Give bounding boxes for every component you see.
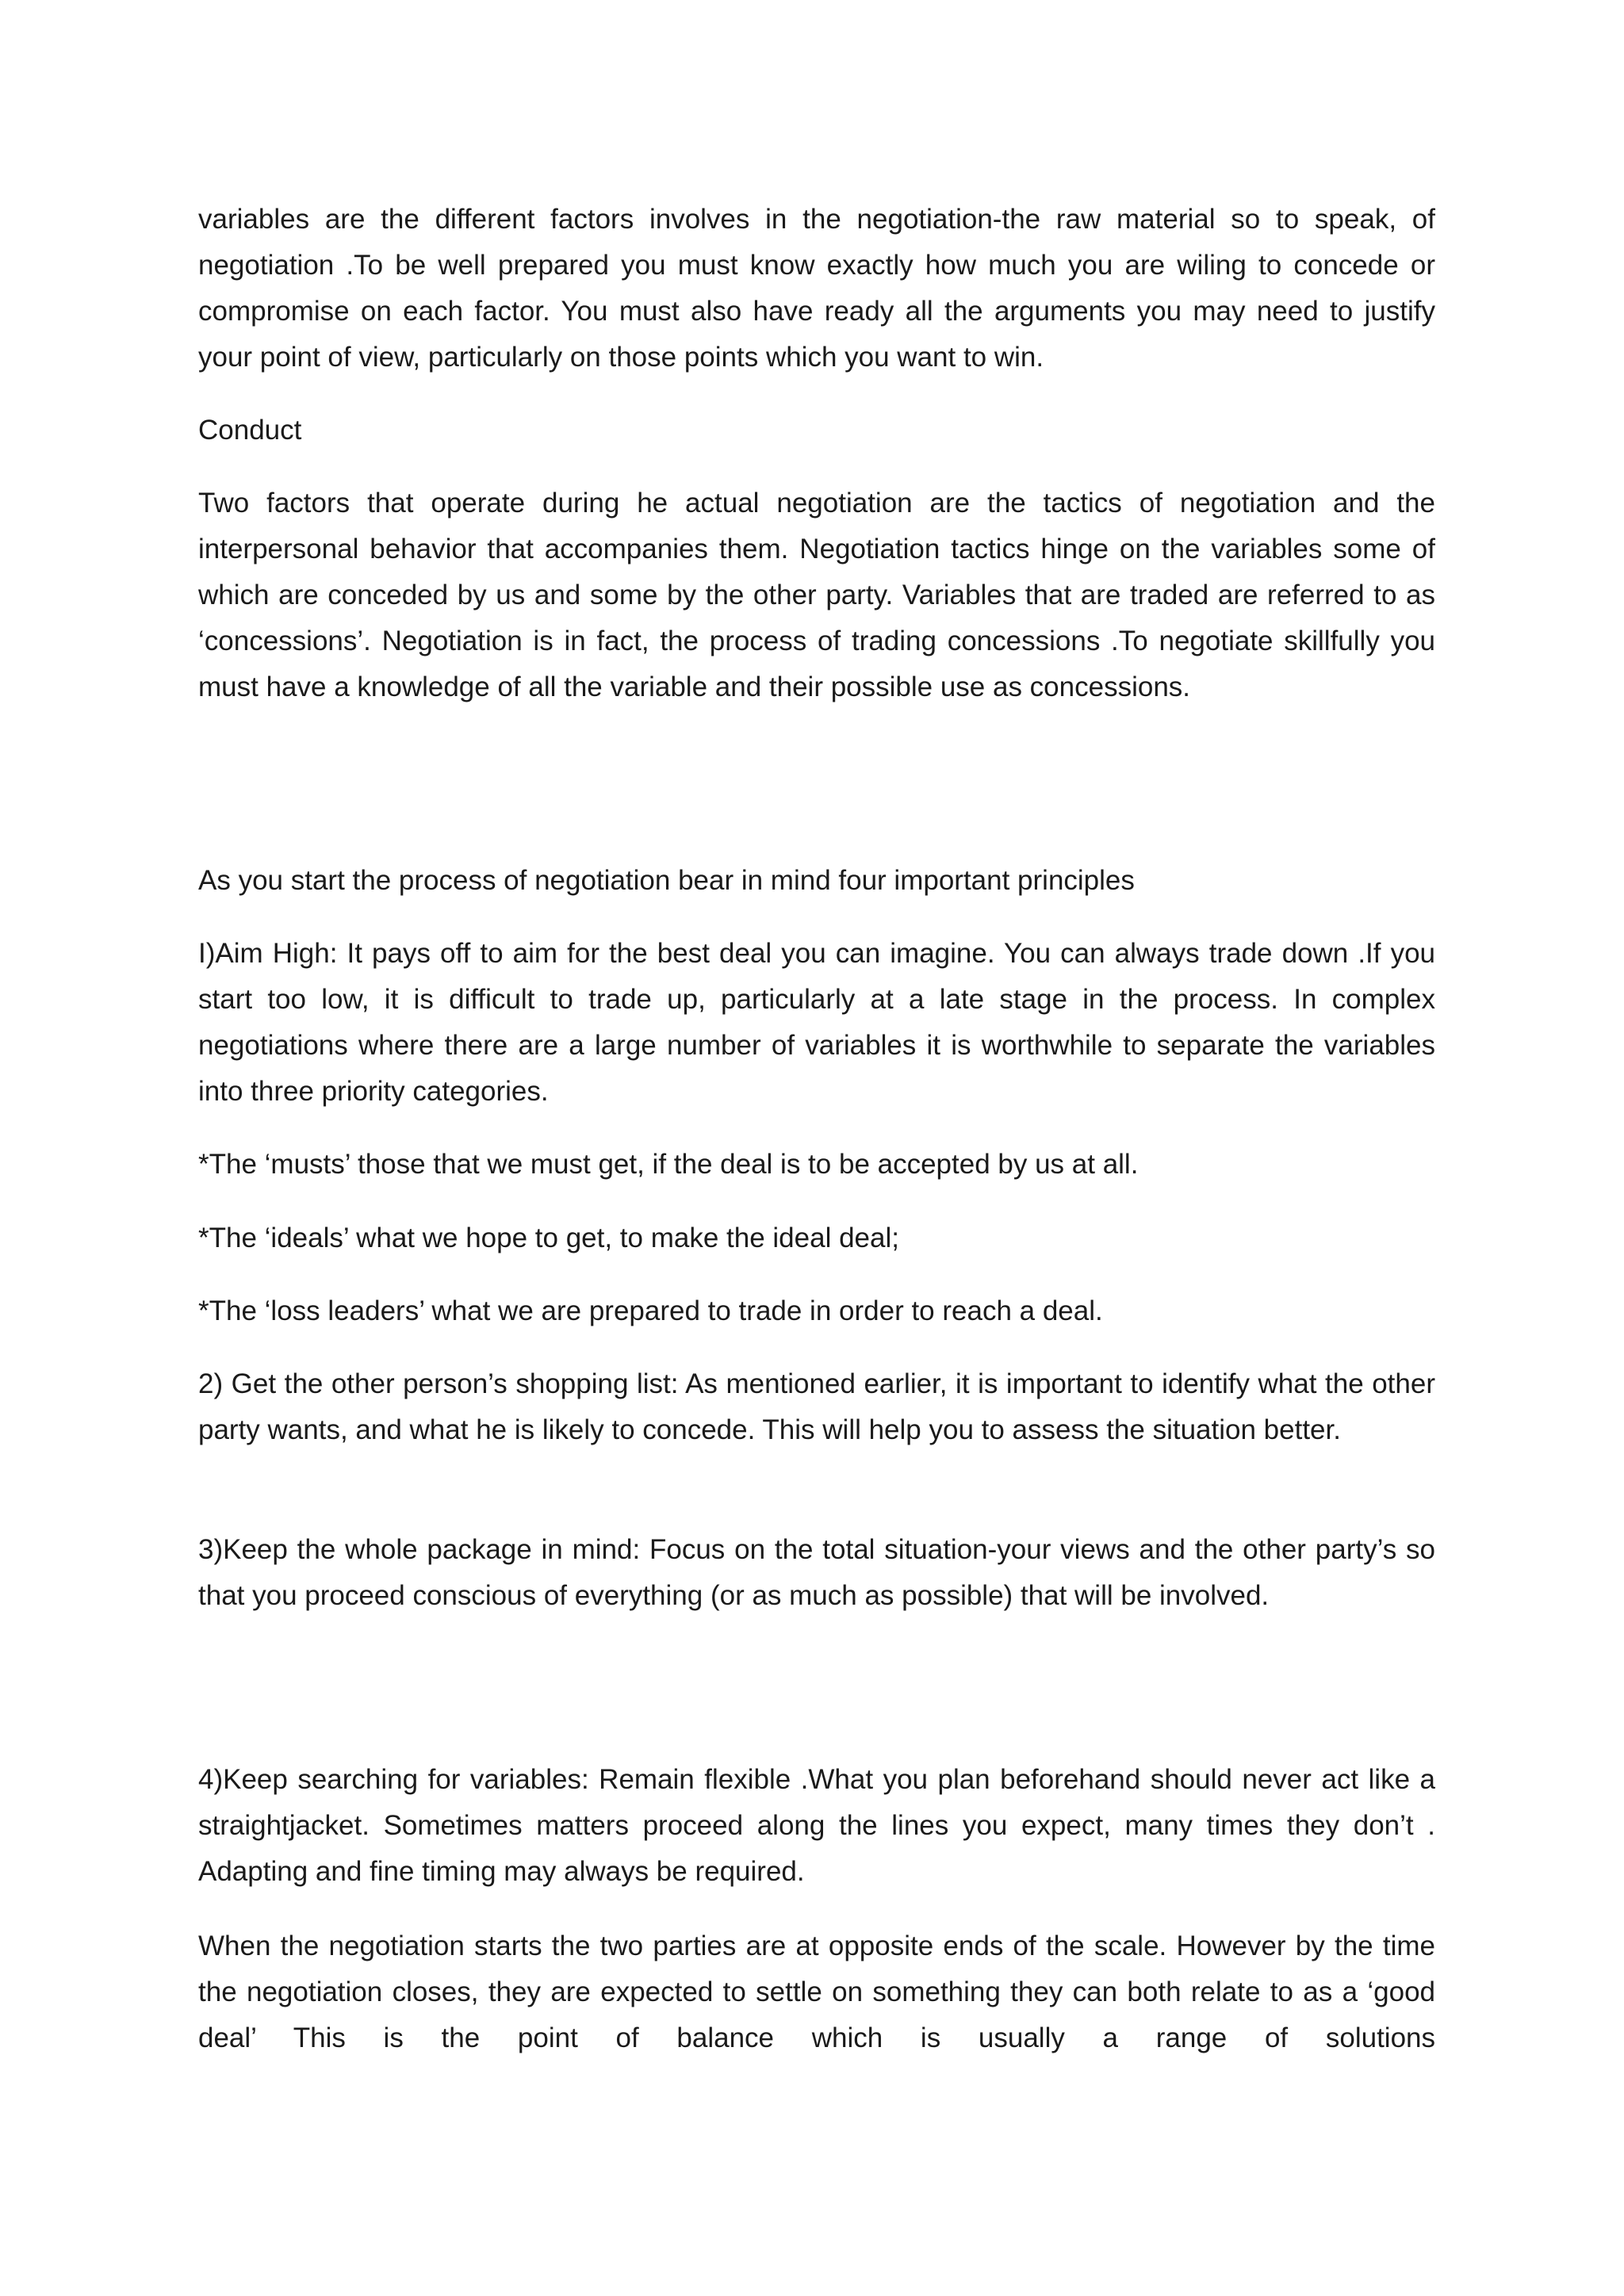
paragraph-aim-high: I)Aim High: It pays off to aim for the best deal you can imagine. You can always trade down .If you start too low, it is difficult to trade up, particularly at a late stage in the process. In complex negotiations where there are a large number of variables it is worthwhile to separate the variables into three priority categories. <box>198 938 1435 1107</box>
list-item-ideals: *The ‘ideals’ what we hope to get, to make the ideal deal; <box>198 1223 899 1253</box>
list-item-loss-leaders: *The ‘loss leaders’ what we are prepared to trade in order to reach a deal. <box>198 1295 1103 1326</box>
paragraph-variables-intro: variables are the different factors involves in the negotiation-the raw material so to speak, of negotiation .To be well prepared you must know exactly how much you are wiling to concede or compromise on each factor. You must also have ready all the arguments you may need to justify your point of view, particularly on those points which you want to win. <box>198 204 1435 373</box>
list-item-musts: *The ‘musts’ those that we must get, if the deal is to be accepted by us at all. <box>198 1149 1139 1180</box>
paragraph-principles-intro: As you start the process of negotiation bear in mind four important principles <box>198 865 1135 896</box>
paragraph-shopping-list: 2) Get the other person’s shopping list: As mentioned earlier, it is important to identify what the other party wants, and what he is likely to concede. This will help you to assess the situation better. <box>198 1368 1435 1445</box>
paragraph-searching-variables: 4)Keep searching for variables: Remain flexible .What you plan beforehand should never act like a straightjacket. Sometimes matters proceed along the lines you expect, many times they don’t . Adapting and fine timing may always be required. <box>198 1764 1435 1887</box>
paragraph-conduct: Two factors that operate during he actual negotiation are the tactics of negotiation and the interpersonal behavior that accompanies them. Negotiation tactics hinge on the variables some of which are conceded by us and some by the other party. Variables that are traded are referred to as ‘concessions’. Negotiation is in fact, the process of trading concessions .To negotiate skillfully you must have a knowledge of all the variable and their possible use as concessions. <box>198 488 1435 702</box>
paragraph-whole-package: 3)Keep the whole package in mind: Focus on the total situation-your views and the other party’s so that you proceed conscious of everything (or as much as possible) that will be involved. <box>198 1534 1435 1611</box>
heading-conduct: Conduct <box>198 415 302 446</box>
paragraph-point-of-balance: When the negotiation starts the two parties are at opposite ends of the scale. However by the time the negotiation closes, they are expected to settle on something they can both relate to as a ‘good deal’ This is the point of balance which is usually a range of solutions <box>198 1931 1435 2053</box>
